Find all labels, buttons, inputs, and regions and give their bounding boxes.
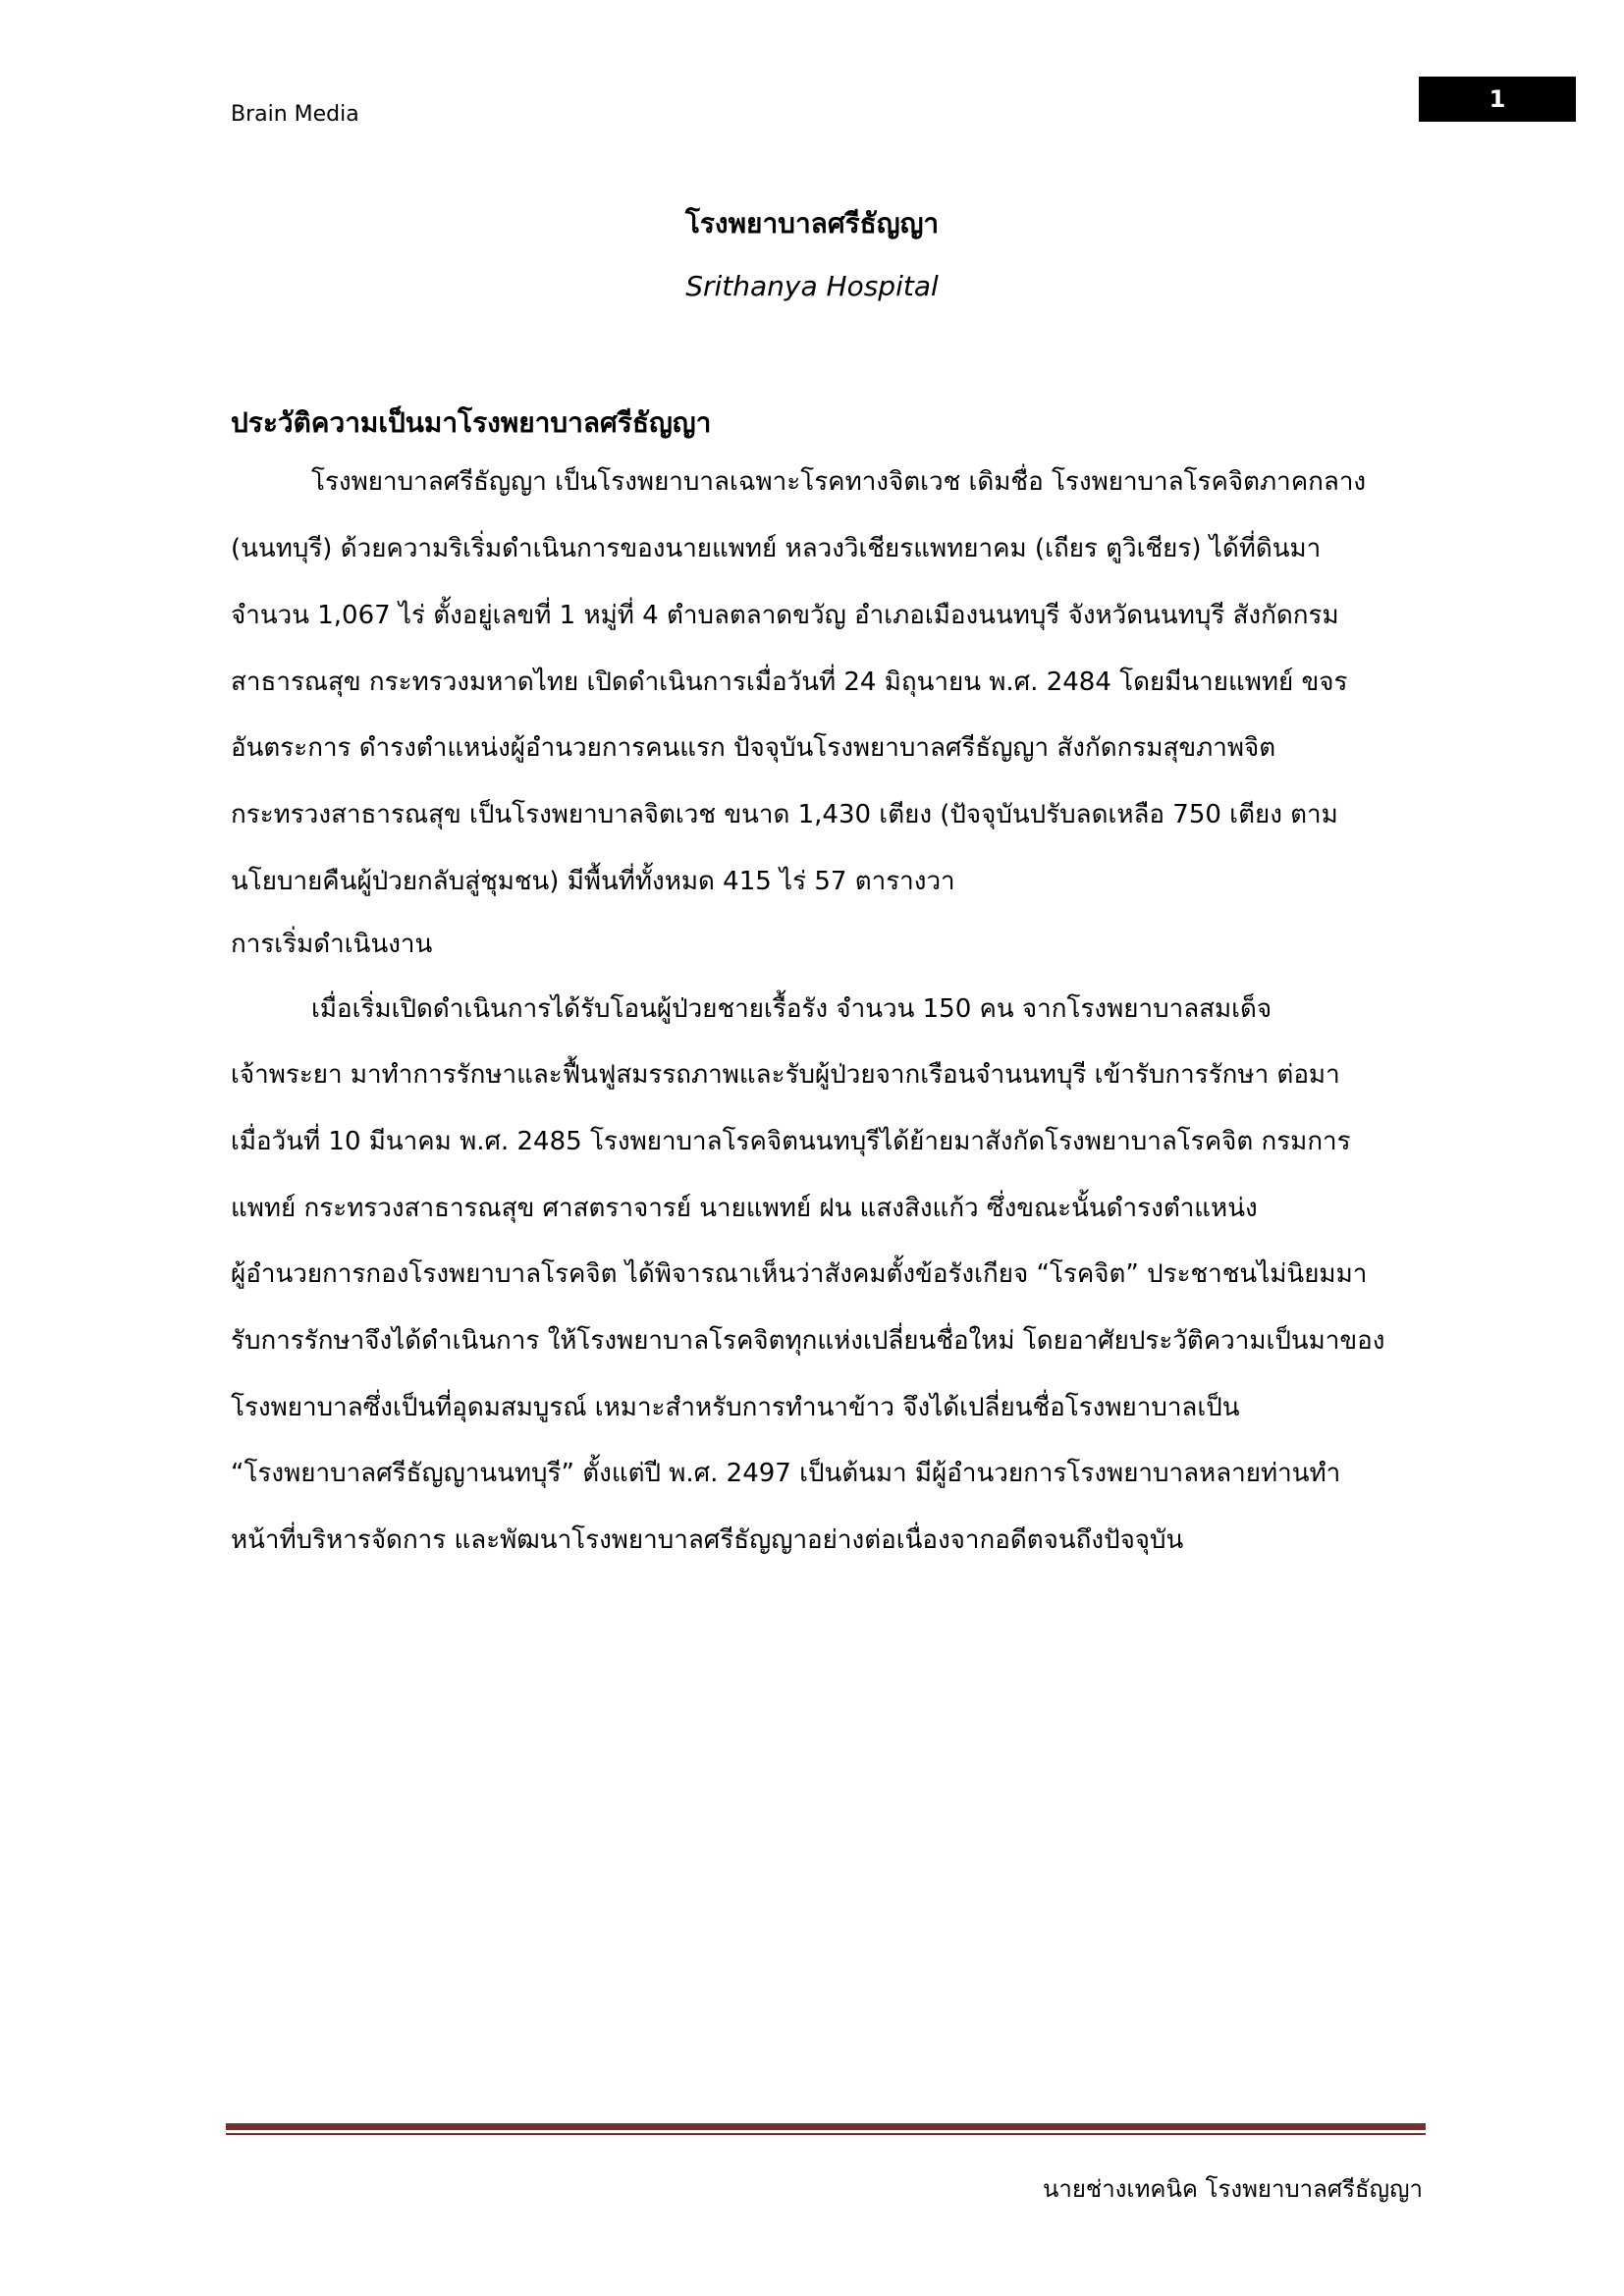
paragraph-2-line: รับการรักษาจึงได้ดำเนินการ ให้โรงพยาบาลโรคจิตทุกแห่งเปลี่ยนชื่อใหม่ โดยอาศัยประวัติความเป็นมาของ xyxy=(231,1326,1385,1356)
paragraph-2-line: เจ้าพระยา มาทำการรักษาและฟื้นฟูสมรรถภาพและรับผู้ป่วยจากเรือนจำนนทบุรี เข้ารับการรักษา ต่อมา xyxy=(231,1060,1340,1090)
footer-rule-thick xyxy=(226,2123,1426,2130)
paragraph-1-line: (นนทบุรี) ด้วยความริเริ่มดำเนินการของนายแพทย์ หลวงวิเชียรแพทยาคม (เถียร ตูวิเชียร) ได้ที่ดินมา xyxy=(231,534,1322,563)
paragraph-1-line: กระทรวงสาธารณสุข เป็นโรงพยาบาลจิตเวช ขนาด 1,430 เตียง (ปัจจุบันปรับลดเหลือ 750 เตียง ตาม xyxy=(231,800,1338,829)
paragraph-1-line: สาธารณสุข กระทรวงมหาดไทย เปิดดำเนินการเมื่อวันที่ 24 มิถุนายน พ.ศ. 2484 โดยมีนายแพทย์ ขจร xyxy=(231,667,1348,697)
paragraph-1-line: โรงพยาบาลศรีธัญญา เป็นโรงพยาบาลเฉพาะโรคทางจิตเวช เดิมชื่อ โรงพยาบาลโรคจิตภาคกลาง xyxy=(311,467,1367,497)
paragraph-1-line: นโยบายคืนผู้ป่วยกลับสู่ชุมชน) มีพื้นที่ทั้งหมด 415 ไร่ 57 ตารางวา xyxy=(231,867,955,896)
header-brand: Brain Media xyxy=(231,102,359,127)
document-title: โรงพยาบาลศรีธัญญา xyxy=(684,207,940,240)
paragraph-2-line: เมื่อวันที่ 10 มีนาคม พ.ศ. 2485 โรงพยาบาลโรคจิตนนทบุรีได้ย้ายมาสังกัดโรงพยาบาลโรคจิต กรมการ xyxy=(231,1127,1351,1156)
subheading: การเริ่มดำเนินงาน xyxy=(231,930,433,959)
paragraph-2-line: หน้าที่บริหารจัดการ และพัฒนาโรงพยาบาลศรีธัญญาอย่างต่อเนื่องจากอดีตจนถึงปัจจุบัน xyxy=(231,1525,1184,1555)
page-number-box: 1 xyxy=(1419,77,1576,122)
footer-text: นายช่างเทคนิค โรงพยาบาลศรีธัญญา xyxy=(1042,2175,1423,2203)
paragraph-1-line: จำนวน 1,067 ไร่ ตั้งอยู่เลขที่ 1 หมู่ที่ 4 ตำบลตลาดขวัญ อำเภอเมืองนนทบุรี จังหวัดนนทบุรี สังกัดกรม xyxy=(231,601,1339,630)
paragraph-2-line: “โรงพยาบาลศรีธัญญานนทบุรี” ตั้งแต่ปี พ.ศ. 2497 เป็นต้นมา มีผู้อำนวยการโรงพยาบาลหลายท่านทำ xyxy=(231,1459,1341,1488)
paragraph-2-line: เมื่อเริ่มเปิดดำเนินการได้รับโอนผู้ป่วยชายเรื้อรัง จำนวน 150 คน จากโรงพยาบาลสมเด็จ xyxy=(311,994,1272,1024)
paragraph-1-line: อันตระการ ดำรงตำแหน่งผู้อำนวยการคนแรก ปัจจุบันโรงพยาบาลศรีธัญญา สังกัดกรมสุขภาพจิต xyxy=(231,733,1276,763)
document-subtitle: Srithanya Hospital xyxy=(685,270,939,302)
paragraph-2-line: แพทย์ กระทรวงสาธารณสุข ศาสตราจารย์ นายแพทย์ ฝน แสงสิงแก้ว ซึ่งขณะนั้นดำรงตำแหน่ง xyxy=(231,1194,1258,1223)
paragraph-2-line: โรงพยาบาลซึ่งเป็นที่อุดมสมบูรณ์ เหมาะสำหรับการทำนาข้าว จึงได้เปลี่ยนชื่อโรงพยาบาลเป็น xyxy=(231,1393,1240,1422)
paragraph-2-line: ผู้อำนวยการกองโรงพยาบาลโรคจิต ได้พิจารณาเห็นว่าสังคมตั้งข้อรังเกียจ “โรคจิต” ประชาชนไม่นิยมมา xyxy=(231,1259,1368,1289)
footer-rule-thin xyxy=(226,2133,1426,2135)
section-heading: ประวัติความเป็นมาโรงพยาบาลศรีธัญญา xyxy=(231,406,712,439)
